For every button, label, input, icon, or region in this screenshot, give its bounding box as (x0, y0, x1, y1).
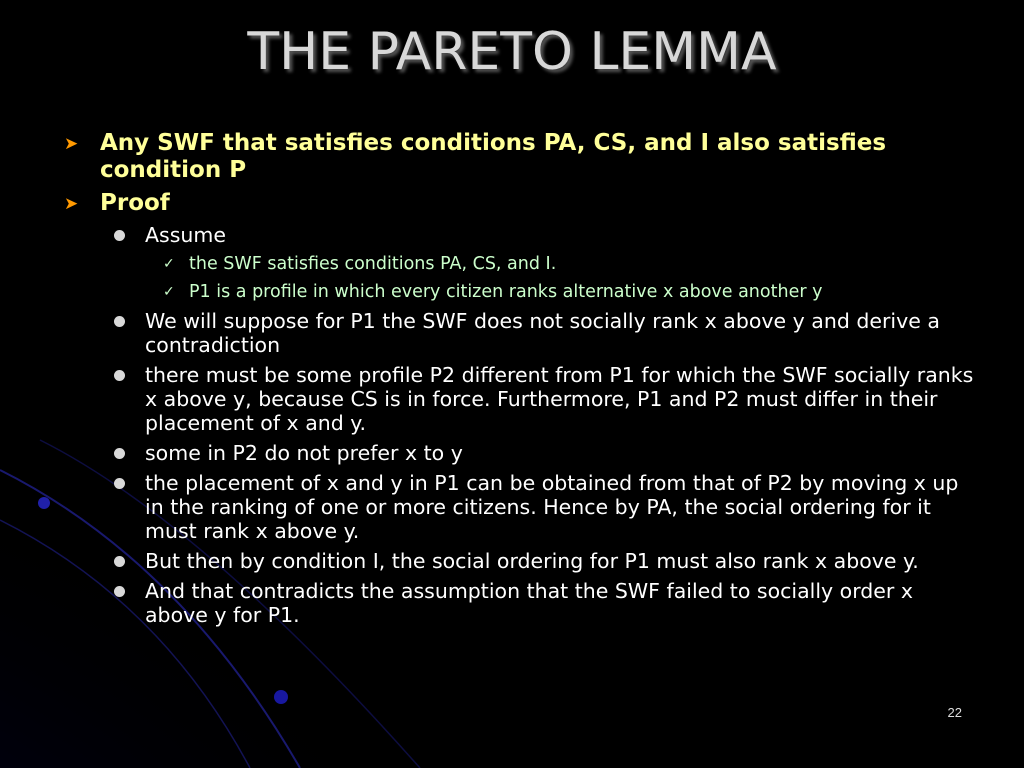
check-item-text: the SWF satisfies conditions PA, CS, and I. (189, 254, 557, 274)
sub-bullet (60, 549, 980, 573)
check-item-text: P1 is a profile in which every citizen ranks alternative x above another y (189, 282, 823, 302)
sub-bullet-text: there must be some profile P2 different from P1 for which the SWF socially ranks x above y, because CS is in force. Furthermore, P1 and P2 must differ in their placement of x and y. (145, 363, 974, 435)
check-item (60, 253, 980, 275)
sub-bullet-text: We will suppose for P1 the SWF does not socially rank x above y and derive a contradiction (145, 309, 940, 357)
page-number: 22 (947, 705, 962, 720)
sub-bullet-assume (60, 223, 980, 247)
round-bullet-icon (114, 586, 125, 597)
round-bullet-icon (114, 448, 125, 459)
sub-bullet (60, 471, 980, 543)
sub-bullet-text: And that contradicts the assumption that the SWF failed to socially order x above y for P1. (145, 579, 913, 627)
sub-bullet-text: the placement of x and y in P1 can be obtained from that of P2 by moving x up in the ranking of one or more citizens. Hence by PA, the social ordering for it must rank x above y. (145, 471, 959, 543)
sub-bullet-text: some in P2 do not prefer x to y (145, 441, 463, 465)
slide-content (60, 130, 980, 633)
bullet-text: Proof (100, 190, 170, 216)
round-bullet-icon (114, 556, 125, 567)
decorative-dot (274, 690, 288, 704)
round-bullet-icon (114, 478, 125, 489)
sub-bullet-text: Assume (145, 223, 226, 247)
sub-bullet-text: But then by condition I, the social ordering for P1 must also rank x above y. (145, 549, 919, 573)
decorative-dot (38, 497, 50, 509)
bullet-proof (60, 190, 980, 217)
bullet-statement (60, 130, 980, 184)
arrowhead-bullet-icon: ➤ (64, 194, 79, 214)
round-bullet-icon (114, 230, 125, 241)
checkmark-bullet-icon: ✓ (163, 284, 175, 300)
check-item (60, 281, 980, 303)
arrowhead-bullet-icon: ➤ (64, 134, 79, 154)
sub-bullet (60, 309, 980, 357)
round-bullet-icon (114, 370, 125, 381)
sub-bullet (60, 441, 980, 465)
sub-bullet (60, 579, 980, 627)
checkmark-bullet-icon: ✓ (163, 256, 175, 272)
sub-bullet (60, 363, 980, 435)
bullet-text: Any SWF that satisfies conditions PA, CS, and I also satisfies condition P (100, 130, 887, 183)
page-title: THE PARETO LEMMA (247, 22, 777, 82)
round-bullet-icon (114, 316, 125, 327)
